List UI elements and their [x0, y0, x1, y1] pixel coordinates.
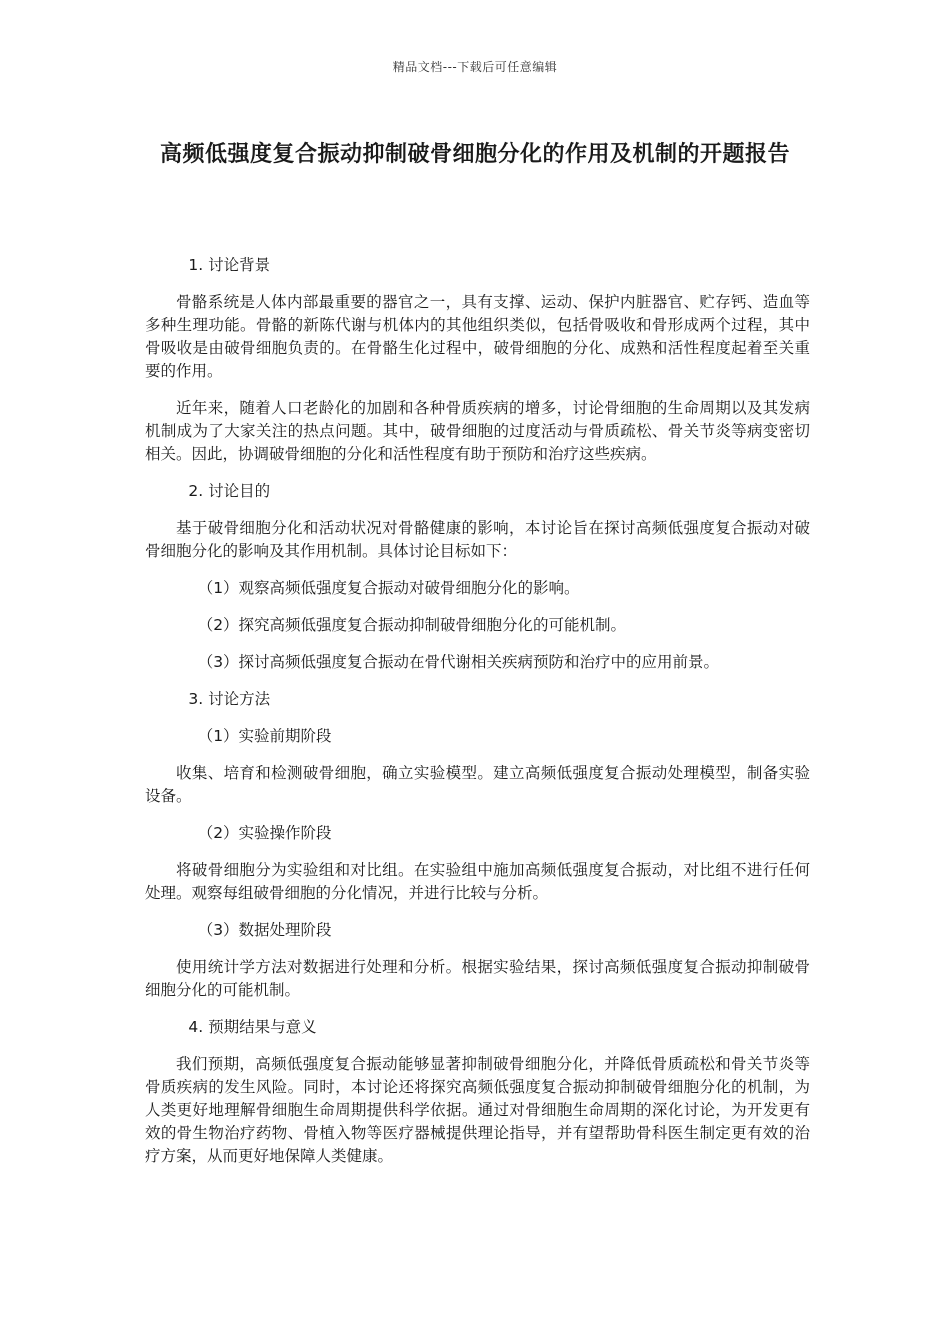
paragraph-background-2: 近年来，随着人口老龄化的加剧和各种骨质疾病的增多，讨论骨细胞的生命周期以及其发病机制成为了大家关注的热点问题。其中，破骨细胞的过度活动与骨质疏松、骨关节炎等病变密切相关。因此，协调破骨细胞的分化和活性程度有助于预防和治疗这些疾病。: [145, 399, 810, 463]
section-heading-expected-results: 4. 预期结果与意义: [188, 1018, 317, 1036]
paragraph-expected-results: 我们预期，高频低强度复合振动能够显著抑制破骨细胞分化，并降低骨质疏松和骨关节炎等骨质疾病的发生风险。同时，本讨论还将探究高频低强度复合振动抑制破骨细胞分化的机制，为人类更好地理解骨细胞生命周期提供科学依据。通过对骨细胞生命周期的深化讨论，为开发更有效的骨生物治疗药物、骨植入物等医疗器械提供理论指导，并有望帮助骨科医生制定更有效的治疗方案，从而更好地保障人类健康。: [145, 1055, 810, 1165]
document-title: 高频低强度复合振动抑制破骨细胞分化的作用及机制的开题报告: [159, 142, 790, 167]
list-item-purpose-1: （1）观察高频低强度复合振动对破骨细胞分化的影响。: [197, 579, 580, 597]
paragraph-methods-2: 将破骨细胞分为实验组和对比组。在实验组中施加高频低强度复合振动，对比组不进行任何处理。观察每组破骨细胞的分化情况，并进行比较与分析。: [145, 861, 810, 902]
section-heading-purpose: 2. 讨论目的: [188, 482, 271, 500]
document-body: [145, 254, 810, 1182]
section-heading-background: 1. 讨论背景: [188, 256, 271, 274]
subheading-methods-2: （2）实验操作阶段: [197, 824, 332, 842]
list-item-purpose-2: （2）探究高频低强度复合振动抑制破骨细胞分化的可能机制。: [197, 616, 627, 634]
subheading-methods-3: （3）数据处理阶段: [197, 921, 332, 939]
paragraph-methods-3: 使用统计学方法对数据进行处理和分析。根据实验结果，探讨高频低强度复合振动抑制破骨细胞分化的可能机制。: [145, 958, 810, 999]
subheading-methods-1: （1）实验前期阶段: [197, 727, 332, 745]
paragraph-purpose: 基于破骨细胞分化和活动状况对骨骼健康的影响，本讨论旨在探讨高频低强度复合振动对破骨细胞分化的影响及其作用机制。具体讨论目标如下：: [145, 519, 810, 560]
paragraph-background-1: 骨骼系统是人体内部最重要的器官之一，具有支撑、运动、保护内脏器官、贮存钙、造血等多种生理功能。骨骼的新陈代谢与机体内的其他组织类似，包括骨吸收和骨形成两个过程，其中骨吸收是由破骨细胞负责的。在骨骼生化过程中，破骨细胞的分化、成熟和活性程度起着至关重要的作用。: [145, 293, 810, 380]
paragraph-methods-1: 收集、培育和检测破骨细胞，确立实验模型。建立高频低强度复合振动处理模型，制备实验设备。: [145, 764, 810, 805]
section-heading-methods: 3. 讨论方法: [188, 690, 271, 708]
list-item-purpose-3: （3）探讨高频低强度复合振动在骨代谢相关疾病预防和治疗中的应用前景。: [197, 653, 720, 671]
header-note: 精品文档---下载后可任意编辑: [392, 60, 558, 74]
